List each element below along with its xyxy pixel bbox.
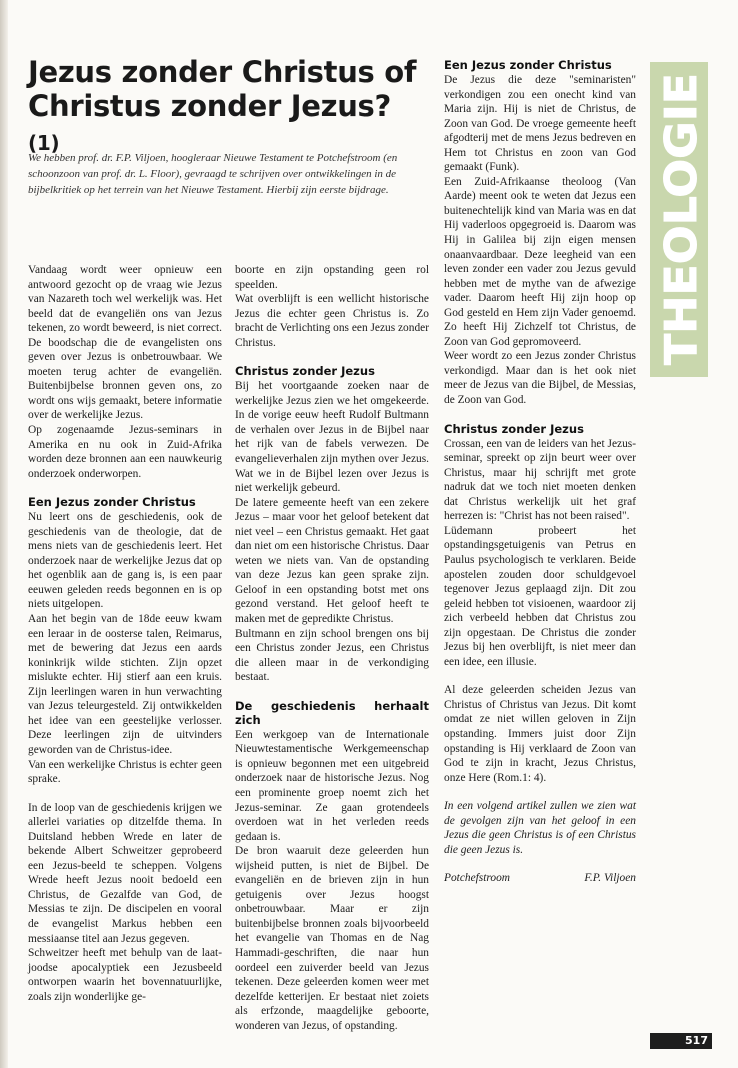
section-tab-text: THEOLOGIE (656, 84, 707, 365)
closing-note: In een volgend artikel zullen we zien wat de gevolgen zijn van het geloof in een Jezus die geen Christus is of een Christus die geen Jezus is. (444, 800, 636, 856)
section-heading: Christus zonder Jezus (235, 364, 375, 379)
paragraph: Crossan, een van de leiders van het Jezus-seminar, spreekt op zijn beurt weer over Christus, maar hij schrijft met grote nadruk dat we toch niet moeten denken dat Christus werkelijk uit het graf herrezen is: "Christ has not been raised". (444, 437, 636, 523)
section-heading: De geschiedenis herhaalt zich (235, 698, 429, 727)
column-3 (444, 58, 636, 886)
section-tab-label (650, 62, 708, 377)
paragraph: Op zogenaamde Jezus-seminars in Amerika en nu ook in Zuid-Afrika worden deze bronnen aan een nauwkeurig onderzoek onderworpen. (28, 424, 222, 480)
section-heading: Christus zonder Jezus (444, 421, 584, 436)
title-main: Jezus zonder Christus of Christus zonder Jezus? (28, 55, 417, 123)
paragraph: De latere gemeente heeft van een zekere Jezus – maar voor het geloof betekent dat niet veel – een Christus gemaakt. Het gaat dan niet om een historische Christus. Daar weten we niets van. Van de opstanding van deze Jezus kan geen sprake zijn. Geloof in een opstanding botst met ons gezond verstand. Het geloof heeft te maken met de gepredikte Christus. (235, 496, 429, 626)
signature-author: F.P. Viljoen (584, 872, 636, 885)
paragraph: Een Zuid-Afrikaanse theoloog (Van Aarde) meent ook te weten dat Jezus een buitenechtelijk kind van Maria was en dat Hij vaderloos opgegroeid is. Daarom was Hij in Galilea bij zijn eigen mensen onaanvaardbaar. Deze leegheid van een leven zonder een vader zou Jezus gevuld hebben met de mythe van de afwezige vader. Daarom heeft Hij zijn hoop op God gesteld en Hem zijn Vader genoemd. Zo heeft Hij Zichzelf tot Christus, de Zoon van God gepromoveerd. (444, 175, 636, 348)
paragraph: Vandaag wordt weer opnieuw een antwoord gezocht op de vraag wie Jezus van Nazareth toch wel werkelijk was. Het beeld dat de evangeliën ons van Jezus tekenen, zo wordt beweerd, is niet correct. De boodschap die de evangelisten ons geven over Jezus is onbetrouwbaar. We moeten terug achter de evangeliën. Buitenbijbelse bronnen geven ons, zo wordt ons wijs gemaakt, betere informatie over de werkelijke Jezus. (28, 264, 222, 422)
signature-place: Potchefstroom (444, 872, 511, 885)
column-1 (28, 263, 222, 1004)
paragraph: Van een werkelijke Christus is echter geen sprake. (28, 758, 222, 786)
title-part: (1) (28, 131, 60, 155)
article-title (28, 55, 428, 160)
column-2 (235, 263, 429, 1033)
paragraph: Aan het begin van de 18de eeuw kwam een leraar in de oosterse talen, Reimarus, met de bewering dat Jezus een aards koninkrijk wilde stichten. Zijn opzet mislukte echter. Hij stierf aan een kruis. Zijn leerlingen waren in hun verwachting van Jezus teleurgesteld. Zij ontwikkelden het idee van een geestelijke verlosser. Deze leerlingen zijn de uitvinders geworden van de Christus-idee. (28, 613, 222, 756)
paragraph: Lüdemann probeert het opstandingsgetuigenis van Petrus en Paulus psychologisch te verklaren. Beide apostelen zouden door schuldgevoel tegenover Jezus geplaagd zijn. Dit zou geleid hebben tot visioenen, waardoor zij zich verbeeld hebben dat Christus zou zijn opgestaan. De Christus die zonder Jezus bij hen overblijft, is niet meer dan een idee, een illusie. (444, 524, 636, 668)
paragraph: boorte en zijn opstanding geen rol speelden. (235, 264, 429, 291)
paragraph: De Jezus die deze "seminaristen" verkondigen zou een onecht kind van Maria zijn. Hij is niet de Christus, de Zoon van God. De vroege gemeente heeft afgodterij met de mens Jezus bedreven en Hem tot Christus en zoon van God gemaakt (Funk). (444, 74, 636, 174)
paragraph: Wat overblijft is een wellicht historische Jezus die echter geen Christus is. Zo bracht de Verlichting ons een Jezus zonder Christus. (235, 293, 429, 349)
paragraph: Al deze geleerden scheiden Jezus van Christus of Christus van Jezus. Dit komt omdat ze niet willen geloven in Zijn opstanding. Immers juist door Zijn opstanding is Hij verklaard de Zoon van God te zijn in kracht, Jezus Christus, onze Here (Rom.1: 4). (444, 684, 636, 784)
page-number: 517 (650, 1033, 712, 1049)
paragraph: In de loop van de geschiedenis krijgen we allerlei variaties op ditzelfde thema. In Duitsland hebben Wrede en later de bekende Albert Schweitzer geprobeerd een Jezus-beeld te scheppen. Volgens Wrede heeft Jezus nooit bedoeld een Christus, de Gezalfde van God, de Messias te zijn. De discipelen en vooral de evangelist Markus hebben een messiaanse titel aan Jezus gegeven. (28, 801, 222, 945)
paragraph: Bij het voortgaande zoeken naar de werkelijke Jezus zien we het omgekeerde. In de vorige eeuw heeft Rudolf Bultmann de verhalen over Jezus in de Bijbel naar het rijk van de fabels verwezen. De evangelieverhalen zijn mythen over Jezus. Wat we in de Bijbel lezen over Jezus is niet werkelijk gebeurd. (235, 380, 429, 495)
section-heading: Een Jezus zonder Christus (444, 58, 612, 72)
paragraph: Weer wordt zo een Jezus zonder Christus verkondigd. Maar dan is het ook niet meer de Jezus van die Bijbel, de Messias, de Zoon van God. (444, 350, 636, 407)
paragraph: Een werkgoep van de Internationale Nieuwtestamentische Werkgemeenschap is opnieuw begonnen met een uitgebreid onderzoek naar de historische Jezus. Nog een prominente groep noemt zich het Jezus-seminar. Ze gaan grotendeels overdoen wat in het verleden reeds gedaan is. (235, 728, 429, 843)
paragraph: Schweitzer heeft met behulp van de laat-joodse apocalyptiek een Jezusbeeld ontworpen waarin het bovennatuurlijke, zoals zijn wonderlijke ge- (28, 947, 222, 1003)
paragraph: De bron waaruit deze geleerden hun wijsheid putten, is niet de Bijbel. De evangeliën en de brieven zijn in hun getuigenis over Jezus hoogst onbetrouwbaar. Maar er zijn buitenbijbelse bronnen zoals bijvoorbeeld het evangelie van Thomas en de Nag Hammadi-geschriften, die naar hun oordeel een zuiverder beeld van Jezus tekenen. Deze geleerden komen weer met dezelfde ketterijen. Er bestaat niet zoiets als erfzonde, maagdelijke geboorte, wonderen van Jezus, of opstanding. (235, 845, 429, 1032)
section-heading: Een Jezus zonder Christus (28, 495, 196, 510)
article-intro: We hebben prof. dr. F.P. Viljoen, hoogleraar Nieuwe Testament te Potchefstroom (en schoonzoon van prof. dr. L. Floor), gevraagd te schrijven over ontwikkelingen in de bijbelkritiek op het terrein van het Nieuwe Testament. Hierbij zijn eerste bijdrage. (28, 152, 398, 196)
paragraph: Bultmann en zijn school brengen ons bij een Christus zonder Jezus, een Christus die alleen maar in de verkondiging bestaat. (235, 627, 429, 684)
paragraph: Nu leert ons de geschiedenis, ook de geschiedenis van de theologie, dat de mens niets van de geschiedenis leert. Het onderzoek naar de werkelijke Jezus dat op het ogenblik aan de gang is, is een paar eeuwen geleden reeds begonnen en is op niets uitgelopen. (28, 511, 222, 611)
signature-line (444, 871, 636, 886)
binding-shadow (0, 0, 8, 1068)
section-tab (650, 62, 708, 377)
